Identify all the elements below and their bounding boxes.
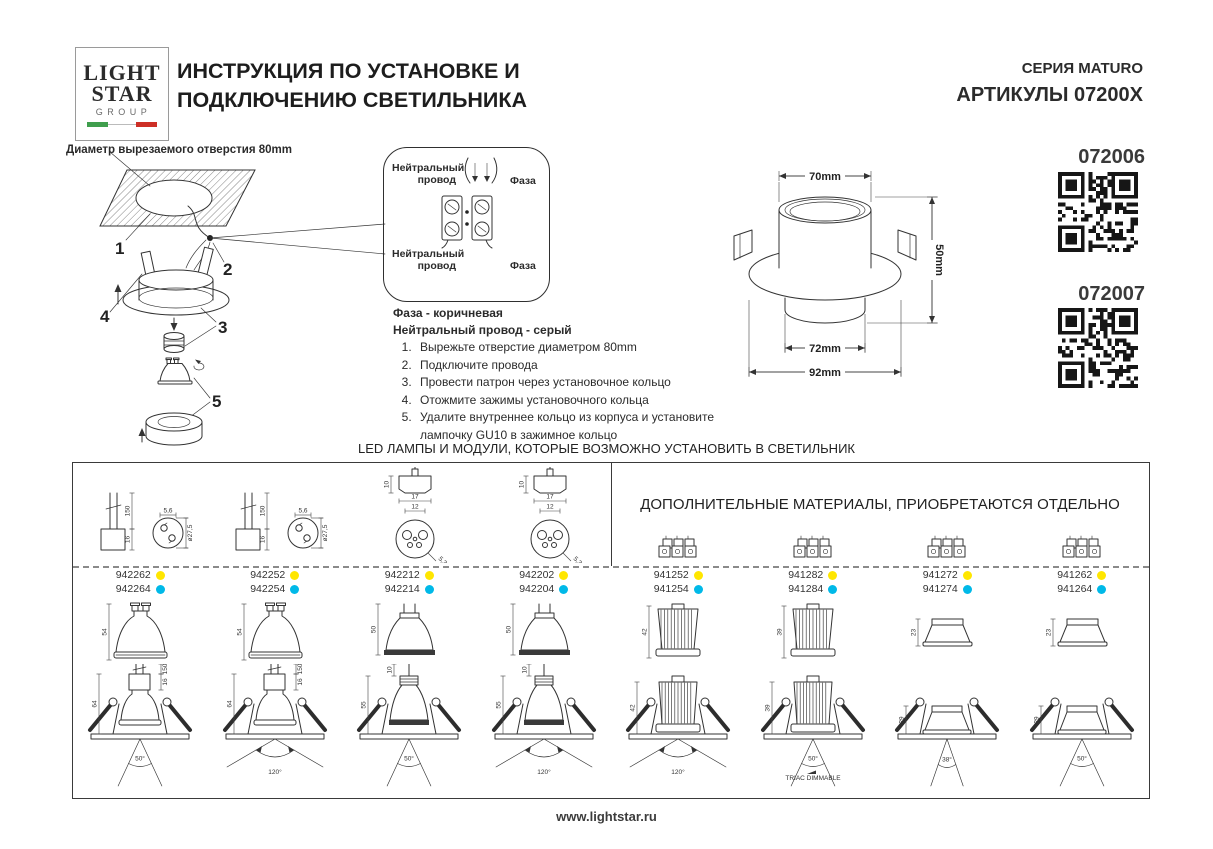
installed-svg: [611, 664, 745, 794]
lamp-column-8: [1015, 463, 1150, 796]
article-number-row: [746, 568, 881, 582]
color-dot-blue: [559, 585, 568, 594]
logo-word-star: STAR: [91, 80, 153, 106]
qr-code: [1058, 308, 1138, 388]
svg-text:64: 64: [226, 700, 233, 708]
svg-text:5,3: 5,3: [436, 555, 449, 563]
svg-text:42: 42: [629, 704, 637, 712]
terminal-blocks-icon: [786, 535, 840, 564]
svg-text:50°: 50°: [135, 755, 145, 763]
installed-svg: [880, 664, 1014, 794]
svg-text:54: 54: [101, 628, 109, 636]
installed-svg: [1015, 664, 1149, 794]
svg-text:29: 29: [898, 716, 906, 724]
color-dot-blue: [425, 585, 434, 594]
article-number-row: [611, 582, 746, 596]
installed-drawing: [746, 664, 880, 799]
svg-text:54: 54: [236, 628, 243, 636]
install-step-5: 5. Удалите внутреннее кольцо из корпуса и установите лампочку GU10 в зажимное кольцо: [415, 409, 745, 444]
install-step-3: 3. Провести патрон через установочное кольцо: [415, 374, 745, 392]
lamp-drawing: [611, 602, 745, 669]
svg-text:29: 29: [1033, 716, 1040, 724]
svg-text:5: 5: [212, 392, 222, 411]
svg-text:72mm: 72mm: [809, 343, 841, 355]
svg-text:50: 50: [370, 625, 378, 634]
svg-text:64: 64: [91, 700, 99, 708]
lamp-svg: [746, 602, 880, 664]
svg-text:16: 16: [162, 678, 169, 686]
lightstar-logo: [75, 47, 169, 141]
svg-text:ø27,5: ø27,5: [187, 524, 195, 542]
article-number: 941284: [788, 583, 824, 595]
svg-text:10: 10: [521, 666, 528, 674]
installed-drawing: [611, 664, 745, 799]
article-number-row: [1015, 582, 1150, 596]
lamp-column-3: [342, 463, 477, 796]
article-number: 942262: [115, 569, 151, 581]
svg-text:17: 17: [411, 493, 419, 501]
article-number-row: [1015, 568, 1150, 582]
mr16-socket-drawing: [349, 467, 469, 568]
article-code-072007: 072007: [1078, 283, 1145, 305]
article-number: 941254: [653, 583, 689, 595]
article-number-row: [477, 568, 612, 582]
series-name: СЕРИЯ MATURO: [1021, 60, 1143, 77]
svg-text:92mm: 92mm: [809, 367, 841, 379]
install-step-4: 4. Отожмите зажимы установочного кольца: [415, 392, 745, 410]
mr16-socket-drawing: [484, 467, 604, 568]
fixture-dimensions-svg: [700, 150, 960, 395]
terminal-block-icon: [434, 192, 500, 255]
svg-text:23: 23: [910, 628, 918, 637]
svg-text:38°: 38°: [942, 756, 952, 764]
gu10-socket-drawing: [215, 489, 335, 560]
logo-word-group: GROUP: [95, 106, 152, 117]
article-number-row: [342, 582, 477, 596]
article-number-row: [746, 582, 881, 596]
qr-code: [1058, 172, 1138, 252]
terminal-icon-svg: [786, 535, 840, 559]
article-number-row: [880, 568, 1015, 582]
article-number: 942204: [519, 583, 555, 595]
article-number: 942212: [384, 569, 420, 581]
color-dot-yellow: [694, 571, 703, 580]
installed-svg: [342, 664, 476, 794]
color-dot-yellow: [963, 571, 972, 580]
color-dot-blue: [1097, 585, 1106, 594]
article-codes: [342, 568, 477, 596]
svg-text:50mm: 50mm: [933, 244, 945, 276]
article-number-row: [611, 568, 746, 582]
installed-svg: [208, 664, 342, 794]
svg-text:17: 17: [546, 493, 554, 501]
article-codes: [73, 568, 208, 596]
color-dot-yellow: [559, 571, 568, 580]
lamp-column-6: [746, 463, 881, 796]
page-title: [177, 57, 527, 115]
svg-text:3: 3: [218, 318, 228, 337]
website-url: www.lightstar.ru: [556, 809, 657, 824]
terminal-blocks-icon: [1055, 535, 1109, 564]
neutral-wire-label-bottom: Нейтральный провод: [392, 248, 465, 272]
svg-text:150: 150: [124, 505, 132, 517]
wire-color-notes: [393, 305, 572, 339]
lamp-svg: [73, 602, 207, 664]
lamp-drawing: [1015, 602, 1149, 669]
svg-text:120°: 120°: [536, 769, 551, 776]
lamp-column-2: [208, 463, 343, 796]
article-number: 942214: [384, 583, 420, 595]
color-dot-blue: [828, 585, 837, 594]
italian-flag-stripe: [87, 122, 157, 127]
phase-color-note: Фаза - коричневая: [393, 306, 503, 320]
article-codes: [477, 568, 612, 596]
installed-drawing: [477, 664, 611, 799]
lamp-drawing: [880, 602, 1014, 669]
svg-text:55: 55: [495, 701, 502, 709]
hole-diameter-caption: Диаметр вырезаемого отверстия 80mm: [66, 144, 292, 156]
lamp-svg: [477, 602, 611, 664]
svg-text:39: 39: [776, 628, 783, 636]
color-dot-yellow: [1097, 571, 1106, 580]
mr16-socket-svg: [349, 467, 469, 563]
svg-text:50°: 50°: [807, 755, 818, 763]
svg-text:120°: 120°: [267, 769, 282, 776]
color-dot-blue: [963, 585, 972, 594]
svg-text:2: 2: [223, 260, 233, 279]
lamp-svg: [880, 602, 1014, 664]
lamp-svg: [342, 602, 476, 664]
phase-label-top: Фаза: [510, 175, 536, 187]
svg-text:10: 10: [383, 480, 391, 489]
install-step-1: 1. Вырежьте отверстие диаметром 80mm: [415, 339, 745, 357]
article-number: 941272: [922, 569, 958, 581]
terminal-icon-svg: [1055, 535, 1109, 559]
color-dot-blue: [156, 585, 165, 594]
lamp-column-5: [611, 463, 746, 796]
svg-text:120°: 120°: [671, 769, 685, 776]
color-dot-yellow: [156, 571, 165, 580]
lamp-drawing: [342, 602, 476, 669]
gu10-socket-drawing: [80, 489, 200, 560]
installation-steps: [393, 339, 745, 444]
exploded-view-drawing: [58, 150, 393, 460]
svg-text:150: 150: [162, 664, 169, 675]
exploded-view-svg: [58, 150, 393, 455]
article-number-row: [208, 568, 343, 582]
installed-svg: [477, 664, 611, 794]
page-title-line2: ПОДКЛЮЧЕНИЮ СВЕТИЛЬНИКА: [177, 88, 528, 112]
svg-text:150: 150: [259, 505, 267, 517]
installed-drawing: [1015, 664, 1149, 799]
gu10-socket-svg: [215, 489, 335, 555]
article-number: 941282: [788, 569, 824, 581]
svg-text:16: 16: [296, 678, 304, 686]
page-title-line1: ИНСТРУКЦИЯ ПО УСТАНОВКЕ И: [177, 59, 520, 83]
svg-text:50°: 50°: [404, 755, 414, 763]
lamp-column-4: [477, 463, 612, 796]
lamp-svg: [611, 602, 745, 664]
lamp-drawing: [208, 602, 342, 669]
svg-text:150: 150: [296, 664, 304, 675]
article-codes: [1015, 568, 1150, 596]
article-codes: [208, 568, 343, 596]
lamp-drawing: [746, 602, 880, 669]
installed-drawing: [342, 664, 476, 799]
flag-green: [87, 122, 108, 127]
lamps-section-title: LED ЛАМПЫ И МОДУЛИ, КОТОРЫЕ ВОЗМОЖНО УСТАНОВИТЬ В СВЕТИЛЬНИК: [358, 441, 855, 456]
article-number-row: [73, 568, 208, 582]
color-dot-yellow: [425, 571, 434, 580]
svg-text:12: 12: [411, 503, 419, 511]
svg-text:23: 23: [1045, 628, 1052, 637]
lamp-svg: [208, 602, 342, 664]
flag-red: [136, 122, 157, 127]
article-number-row: [880, 582, 1015, 596]
article-number-row: [477, 582, 612, 596]
fixture-dimension-drawing: [700, 150, 960, 400]
svg-text:55: 55: [360, 701, 368, 709]
installed-drawing: [880, 664, 1014, 799]
svg-text:16: 16: [259, 535, 267, 544]
article-number-row: [342, 568, 477, 582]
svg-text:5,3: 5,3: [571, 555, 583, 563]
flag-white: [108, 124, 136, 125]
lamps-table: [72, 462, 1150, 799]
installed-svg: [746, 664, 880, 794]
article-number: 942202: [519, 569, 555, 581]
lamp-drawing: [73, 602, 207, 669]
svg-text:50: 50: [505, 625, 512, 634]
installed-drawing: [208, 664, 342, 799]
svg-text:50°: 50°: [1076, 755, 1087, 763]
svg-text:70mm: 70mm: [809, 171, 841, 183]
article-codes: [611, 568, 746, 596]
article-codes: [880, 568, 1015, 596]
article-number: 942252: [250, 569, 286, 581]
article-codes: [746, 568, 881, 596]
qr-code-block-2: [1058, 308, 1138, 393]
article-code-072006: 072006: [1078, 146, 1145, 168]
lamp-svg: [1015, 602, 1149, 664]
article-number-row: [73, 582, 208, 596]
lamp-column-7: [880, 463, 1015, 796]
svg-text:10: 10: [386, 666, 394, 674]
terminal-blocks-icon: [651, 535, 705, 564]
article-number-row: [208, 582, 343, 596]
svg-text:12: 12: [546, 503, 554, 511]
neutral-color-note: Нейтральный провод - серый: [393, 323, 572, 337]
neutral-wire-label-top: Нейтральный провод: [392, 162, 465, 186]
color-dot-yellow: [828, 571, 837, 580]
svg-text:1: 1: [115, 239, 125, 258]
logo-word-light: LIGHT: [83, 59, 161, 85]
article-number: 941262: [1057, 569, 1093, 581]
wiring-callout-box: [383, 147, 550, 302]
articles-label: АРТИКУЛЫ 07200X: [956, 84, 1143, 106]
article-number: 941264: [1057, 583, 1093, 595]
svg-text:ø27,5: ø27,5: [321, 524, 329, 542]
color-dot-yellow: [290, 571, 299, 580]
svg-text:10: 10: [518, 480, 526, 489]
terminal-icon-svg: [920, 535, 974, 559]
article-number: 941274: [922, 583, 958, 595]
phase-label-bottom: Фаза: [510, 260, 536, 272]
color-dot-blue: [694, 585, 703, 594]
terminal-blocks-icon: [920, 535, 974, 564]
terminal-icon-svg: [651, 535, 705, 559]
svg-text:5,6: 5,6: [163, 507, 173, 515]
wire-ends-icon: [458, 153, 506, 196]
series-block: [956, 60, 1143, 107]
svg-text:16: 16: [124, 535, 132, 544]
svg-text:42: 42: [641, 628, 649, 636]
lamp-column-1: [73, 463, 208, 796]
gu10-socket-svg: [80, 489, 200, 555]
article-number: 942264: [115, 583, 151, 595]
article-number: 942254: [250, 583, 286, 595]
extra-materials-title: ДОПОЛНИТЕЛЬНЫЕ МАТЕРИАЛЫ, ПРИОБРЕТАЮТСЯ ОТДЕЛЬНО: [640, 496, 1120, 513]
lamp-drawing: [477, 602, 611, 669]
svg-text:4: 4: [100, 307, 110, 326]
svg-text:39: 39: [764, 704, 771, 712]
color-dot-blue: [290, 585, 299, 594]
article-number: 941252: [653, 569, 689, 581]
qr-code-block-1: [1058, 172, 1138, 257]
svg-text:TRIAC DIMMABLE: TRIAC DIMMABLE: [784, 775, 841, 782]
install-step-2: 2. Подключите провода: [415, 357, 745, 375]
mr16-socket-svg: [484, 467, 604, 563]
installed-svg: [73, 664, 207, 794]
installed-drawing: [73, 664, 207, 799]
svg-text:5,6: 5,6: [298, 507, 308, 515]
